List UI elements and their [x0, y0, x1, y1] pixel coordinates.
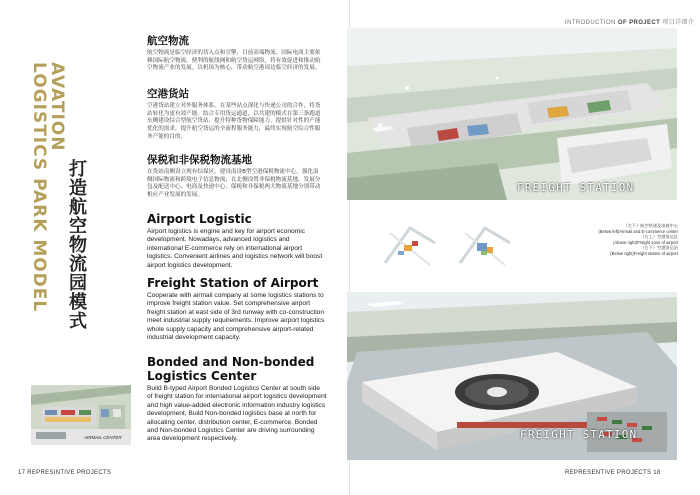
vertical-title-cn: 打造航空物流园模式 [69, 159, 87, 332]
en-heading: Bonded and Non-bonded Logistics Center [147, 355, 315, 383]
map-caption-line: (Below right)Freight station of airport [610, 250, 678, 256]
map-caption-line: (Above right)Freight zone of airport [613, 239, 678, 245]
en-section-bonded [147, 355, 327, 444]
cn-heading: 空港货站 [147, 88, 189, 100]
freight-station-aerial-render [347, 28, 677, 200]
vertical-title-en-line1: AVATION [47, 62, 67, 152]
map-caption-line: (Below left)Airmail and E-commerce center [598, 228, 678, 234]
en-body: Airport logistics is engine and key for airport economic development. Nowadays, advanced logistics and international E-commerce rely on international airport logistics. Convenient airlines and logistics network will boost airport logistics development. [147, 228, 323, 269]
header-cn: 项目详细介 [662, 20, 695, 26]
en-section-airport-logistic [147, 212, 327, 270]
en-heading: Freight Station of Airport [147, 276, 319, 290]
en-section-freight-station [147, 276, 327, 342]
site-map-right [455, 223, 515, 271]
en-heading: Airport Logistic [147, 212, 252, 226]
left-footer: 17 REPRESINTIVE PROJECTS [18, 470, 112, 476]
cn-section-bonded [147, 152, 322, 200]
map-caption-line: （右上）空港货运区 [640, 234, 678, 240]
cn-body: 在货站南侧设立现有综保区，建设南设B型空港保税物流中心，强化南侧国际物流和跨境电子信息物流；在北侧设置非保税物流基地，发展分包及配送中心、电商及快递中心。保税和非保税两大物流基地分别带动相应产业发展的发展。 [147, 169, 321, 199]
map-caption-line: （右下）空港货运站 [640, 245, 678, 251]
cn-heading: 航空物流 [147, 35, 189, 47]
en-body: Cooperate with airmail company at some logistics stations to improve freight station value. Set comprehensive airport freight station at east side of 3rd runway with co-construction meet industrial supply requirements. Improve airport logistics whole supply capacity and comprehensive airport-related industrial development capacity. [147, 292, 325, 342]
site-map-left [380, 223, 440, 271]
cn-body: 空港货站建立对外服务体系，在某些站点深化与快递公司的合作，将货站转化为更有效产能。结合专用货运通道，以共建的模式在第三条跑道东侧建设综合型航空货站，提升特种货物保障能力，提供针对性的产能优化的需求，提升航空货运的全流程服务能力，最终实现航空综合性服务产能的目的。 [147, 103, 321, 140]
header-of-project: OF PROJECT [617, 20, 661, 26]
freight-station-building-render [347, 292, 677, 460]
top-image-label: FREIGHT STATION [517, 181, 635, 194]
cn-heading: 保税和非保税物流基地 [147, 154, 252, 166]
right-footer: REPRESENTIVE PROJECTS 18 [565, 470, 661, 476]
header-intro: INTRODUCTION [565, 20, 618, 26]
cn-body: 航空物流是临空经济的切入点和引擎，目前高端物流、国际电商主要依赖国际航空物流。便利的航线网和航空货运网络，将有效促进和推动航空物流产业的发展。以机场为核心，带动航空港周边临空经济的发展。 [147, 50, 321, 72]
map-caption-line: （左下）航空快递及电商中心 [623, 223, 678, 228]
map-captions [560, 223, 678, 257]
vertical-title-en-line2: LOGISTICS PARK MODEL [29, 62, 49, 313]
aerial-caption: AIRMAIL CENTER [84, 435, 122, 440]
en-body: Build B-typed Airport Bonded Logistics Center at south side of freight station for international airport logistics development and high value-added electronic information industry logistics development; Build Non-bonded logistics base at north for allocating center, distribution center, E-commerce. Bonded and Non-bonded Logistics Center are driving surrounding area development respectively. [147, 385, 327, 443]
vertical-title-en [31, 62, 67, 352]
cn-section-freight-station [147, 86, 322, 142]
bottom-image-label: FREIGHT STATION [520, 428, 638, 441]
cn-section-airport-logistics [147, 33, 322, 73]
